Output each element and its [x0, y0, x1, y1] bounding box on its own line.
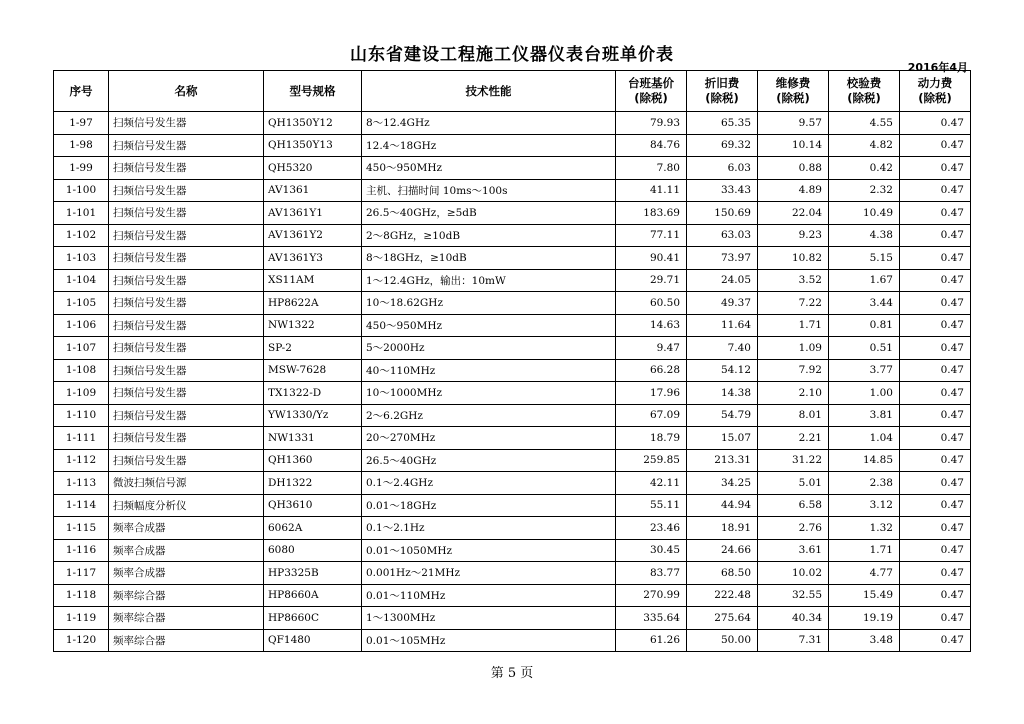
- cell-calibration: 4.55: [829, 112, 900, 135]
- cell-no: 1-114: [54, 494, 109, 517]
- cell-model: TX1322-D: [264, 382, 362, 405]
- cell-depreciation: 44.94: [687, 494, 758, 517]
- cell-model: QH1350Y13: [264, 134, 362, 157]
- cell-spec: 0.01～1050MHz: [362, 539, 616, 562]
- cell-no: 1-104: [54, 269, 109, 292]
- cell-depreciation: 65.35: [687, 112, 758, 135]
- cell-name: 频率综合器: [109, 584, 264, 607]
- cell-price: 79.93: [616, 112, 687, 135]
- table-row: [54, 539, 971, 562]
- cell-price: 42.11: [616, 472, 687, 495]
- cell-power: 0.47: [900, 427, 971, 450]
- cell-power: 0.47: [900, 629, 971, 652]
- cell-calibration: 4.77: [829, 562, 900, 585]
- cell-depreciation: 7.40: [687, 337, 758, 360]
- cell-model: AV1361: [264, 179, 362, 202]
- cell-name: 扫频信号发生器: [109, 359, 264, 382]
- cell-no: 1-111: [54, 427, 109, 450]
- report-date: 2016年4月: [907, 61, 968, 74]
- cell-depreciation: 63.03: [687, 224, 758, 247]
- cell-spec: 1～1300MHz: [362, 607, 616, 630]
- cell-price: 90.41: [616, 247, 687, 270]
- cell-spec: 450～950MHz: [362, 157, 616, 180]
- cell-repair: 7.31: [758, 629, 829, 652]
- cell-depreciation: 14.38: [687, 382, 758, 405]
- cell-name: 扫频信号发生器: [109, 382, 264, 405]
- col-header-spec: 技术性能: [362, 71, 616, 112]
- cell-name: 扫频信号发生器: [109, 157, 264, 180]
- cell-spec: 8～18GHz，≥10dB: [362, 247, 616, 270]
- col-header-calib-l2: (除税): [847, 91, 881, 105]
- cell-name: 扫频信号发生器: [109, 292, 264, 315]
- cell-price: 17.96: [616, 382, 687, 405]
- col-header-name: 名称: [109, 71, 264, 112]
- cell-name: 扫频信号发生器: [109, 202, 264, 225]
- cell-spec: 主机、扫描时间 10ms～100s: [362, 179, 616, 202]
- cell-spec: 8～12.4GHz: [362, 112, 616, 135]
- cell-price: 55.11: [616, 494, 687, 517]
- cell-spec: 0.01～110MHz: [362, 584, 616, 607]
- cell-model: AV1361Y1: [264, 202, 362, 225]
- cell-spec: 2～6.2GHz: [362, 404, 616, 427]
- cell-calibration: 3.48: [829, 629, 900, 652]
- cell-calibration: 19.19: [829, 607, 900, 630]
- cell-no: 1-101: [54, 202, 109, 225]
- table-row: [54, 562, 971, 585]
- table-row: [54, 607, 971, 630]
- cell-calibration: 0.51: [829, 337, 900, 360]
- cell-model: YW1330/Yz: [264, 404, 362, 427]
- cell-price: 9.47: [616, 337, 687, 360]
- cell-depreciation: 6.03: [687, 157, 758, 180]
- cell-price: 30.45: [616, 539, 687, 562]
- table-row: [54, 269, 971, 292]
- cell-repair: 2.21: [758, 427, 829, 450]
- cell-repair: 1.71: [758, 314, 829, 337]
- table-row: [54, 629, 971, 652]
- cell-price: 183.69: [616, 202, 687, 225]
- cell-model: QH1350Y12: [264, 112, 362, 135]
- cell-power: 0.47: [900, 247, 971, 270]
- cell-spec: 0.1～2.1Hz: [362, 517, 616, 540]
- cell-model: MSW-7628: [264, 359, 362, 382]
- cell-no: 1-113: [54, 472, 109, 495]
- cell-no: 1-102: [54, 224, 109, 247]
- cell-model: NW1322: [264, 314, 362, 337]
- cell-repair: 3.61: [758, 539, 829, 562]
- cell-price: 18.79: [616, 427, 687, 450]
- cell-power: 0.47: [900, 382, 971, 405]
- cell-spec: 12.4～18GHz: [362, 134, 616, 157]
- cell-price: 259.85: [616, 449, 687, 472]
- cell-depreciation: 24.05: [687, 269, 758, 292]
- col-header-price-l1: 台班基价: [628, 76, 674, 90]
- cell-calibration: 14.85: [829, 449, 900, 472]
- cell-price: 83.77: [616, 562, 687, 585]
- cell-no: 1-119: [54, 607, 109, 630]
- cell-depreciation: 24.66: [687, 539, 758, 562]
- cell-repair: 40.34: [758, 607, 829, 630]
- cell-spec: 26.5～40GHz: [362, 449, 616, 472]
- cell-repair: 6.58: [758, 494, 829, 517]
- table-row: [54, 494, 971, 517]
- cell-model: SP-2: [264, 337, 362, 360]
- table-header-row: [54, 71, 971, 112]
- cell-power: 0.47: [900, 517, 971, 540]
- cell-power: 0.47: [900, 494, 971, 517]
- cell-spec: 10～1000MHz: [362, 382, 616, 405]
- cell-repair: 10.82: [758, 247, 829, 270]
- cell-spec: 450～950MHz: [362, 314, 616, 337]
- cell-repair: 7.92: [758, 359, 829, 382]
- cell-repair: 31.22: [758, 449, 829, 472]
- cell-power: 0.47: [900, 359, 971, 382]
- col-header-calib-l1: 校验费: [846, 76, 882, 90]
- cell-power: 0.47: [900, 607, 971, 630]
- cell-calibration: 3.81: [829, 404, 900, 427]
- cell-power: 0.47: [900, 404, 971, 427]
- page-title: 山东省建设工程施工仪器仪表台班单价表: [350, 45, 674, 65]
- cell-no: 1-120: [54, 629, 109, 652]
- cell-name: 扫频幅度分析仪: [109, 494, 264, 517]
- cell-calibration: 4.82: [829, 134, 900, 157]
- col-header-repair: [758, 71, 829, 112]
- col-header-price-l2: (除税): [634, 91, 668, 105]
- cell-calibration: 1.00: [829, 382, 900, 405]
- cell-model: AV1361Y3: [264, 247, 362, 270]
- cell-repair: 32.55: [758, 584, 829, 607]
- cell-calibration: 0.81: [829, 314, 900, 337]
- cell-power: 0.47: [900, 449, 971, 472]
- cell-calibration: 5.15: [829, 247, 900, 270]
- cell-power: 0.47: [900, 112, 971, 135]
- cell-model: QF1480: [264, 629, 362, 652]
- cell-price: 61.26: [616, 629, 687, 652]
- cell-calibration: 1.32: [829, 517, 900, 540]
- cell-repair: 0.88: [758, 157, 829, 180]
- cell-power: 0.47: [900, 134, 971, 157]
- cell-depreciation: 73.97: [687, 247, 758, 270]
- cell-name: 扫频信号发生器: [109, 134, 264, 157]
- cell-no: 1-116: [54, 539, 109, 562]
- table-row: [54, 517, 971, 540]
- cell-name: 频率综合器: [109, 607, 264, 630]
- cell-repair: 3.52: [758, 269, 829, 292]
- cell-spec: 40～110MHz: [362, 359, 616, 382]
- cell-repair: 10.14: [758, 134, 829, 157]
- cell-name: 频率合成器: [109, 539, 264, 562]
- cell-name: 扫频信号发生器: [109, 404, 264, 427]
- cell-model: 6080: [264, 539, 362, 562]
- cell-no: 1-103: [54, 247, 109, 270]
- col-header-power-l2: (除税): [918, 91, 952, 105]
- cell-no: 1-112: [54, 449, 109, 472]
- cell-calibration: 2.38: [829, 472, 900, 495]
- cell-model: DH1322: [264, 472, 362, 495]
- cell-price: 77.11: [616, 224, 687, 247]
- cell-power: 0.47: [900, 179, 971, 202]
- cell-price: 84.76: [616, 134, 687, 157]
- cell-power: 0.47: [900, 472, 971, 495]
- cell-calibration: 0.42: [829, 157, 900, 180]
- cell-name: 扫频信号发生器: [109, 449, 264, 472]
- table-row: [54, 404, 971, 427]
- cell-depreciation: 213.31: [687, 449, 758, 472]
- cell-depreciation: 68.50: [687, 562, 758, 585]
- cell-depreciation: 275.64: [687, 607, 758, 630]
- cell-no: 1-105: [54, 292, 109, 315]
- col-header-repair-l2: (除税): [776, 91, 810, 105]
- cell-repair: 10.02: [758, 562, 829, 585]
- cell-depreciation: 54.12: [687, 359, 758, 382]
- cell-spec: 0.001Hz～21MHz: [362, 562, 616, 585]
- cell-spec: 2～8GHz，≥10dB: [362, 224, 616, 247]
- cell-power: 0.47: [900, 269, 971, 292]
- cell-depreciation: 18.91: [687, 517, 758, 540]
- cell-no: 1-107: [54, 337, 109, 360]
- cell-power: 0.47: [900, 224, 971, 247]
- cell-model: QH5320: [264, 157, 362, 180]
- cell-name: 频率合成器: [109, 562, 264, 585]
- table-row: [54, 382, 971, 405]
- cell-power: 0.47: [900, 292, 971, 315]
- page-number: 第 5 页: [490, 666, 534, 681]
- cell-power: 0.47: [900, 202, 971, 225]
- cell-name: 频率综合器: [109, 629, 264, 652]
- cell-model: HP3325B: [264, 562, 362, 585]
- cell-calibration: 1.04: [829, 427, 900, 450]
- cell-spec: 10～18.62GHz: [362, 292, 616, 315]
- cell-calibration: 10.49: [829, 202, 900, 225]
- cell-repair: 22.04: [758, 202, 829, 225]
- cell-repair: 8.01: [758, 404, 829, 427]
- col-header-power-l1: 动力费: [917, 76, 953, 90]
- table-row: [54, 247, 971, 270]
- cell-price: 270.99: [616, 584, 687, 607]
- cell-name: 扫频信号发生器: [109, 247, 264, 270]
- cell-no: 1-110: [54, 404, 109, 427]
- cell-calibration: 3.77: [829, 359, 900, 382]
- cell-no: 1-97: [54, 112, 109, 135]
- col-header-calibration: [829, 71, 900, 112]
- col-header-price: [616, 71, 687, 112]
- cell-model: HP8622A: [264, 292, 362, 315]
- cell-no: 1-100: [54, 179, 109, 202]
- cell-spec: 0.01～18GHz: [362, 494, 616, 517]
- table-row: [54, 472, 971, 495]
- cell-model: XS11AM: [264, 269, 362, 292]
- col-header-depreciation: [687, 71, 758, 112]
- cell-depreciation: 49.37: [687, 292, 758, 315]
- cell-repair: 9.23: [758, 224, 829, 247]
- cell-calibration: 15.49: [829, 584, 900, 607]
- cell-calibration: 2.32: [829, 179, 900, 202]
- cell-price: 14.63: [616, 314, 687, 337]
- cell-depreciation: 34.25: [687, 472, 758, 495]
- cell-spec: 26.5～40GHz，≥5dB: [362, 202, 616, 225]
- col-header-repair-l1: 维修费: [775, 76, 811, 90]
- cell-power: 0.47: [900, 539, 971, 562]
- cell-spec: 1～12.4GHz，输出：10mW: [362, 269, 616, 292]
- cell-name: 扫频信号发生器: [109, 224, 264, 247]
- cell-depreciation: 222.48: [687, 584, 758, 607]
- cell-model: NW1331: [264, 427, 362, 450]
- cell-no: 1-106: [54, 314, 109, 337]
- table-row: [54, 584, 971, 607]
- table-row: [54, 157, 971, 180]
- col-header-depr-l1: 折旧费: [704, 76, 740, 90]
- cell-no: 1-117: [54, 562, 109, 585]
- cell-calibration: 1.71: [829, 539, 900, 562]
- cell-repair: 4.89: [758, 179, 829, 202]
- cell-spec: 20～270MHz: [362, 427, 616, 450]
- cell-name: 扫频信号发生器: [109, 427, 264, 450]
- cell-calibration: 3.12: [829, 494, 900, 517]
- cell-depreciation: 54.79: [687, 404, 758, 427]
- table-row: [54, 202, 971, 225]
- cell-no: 1-118: [54, 584, 109, 607]
- cell-name: 频率合成器: [109, 517, 264, 540]
- cell-calibration: 4.38: [829, 224, 900, 247]
- cell-name: 扫频信号发生器: [109, 337, 264, 360]
- cell-calibration: 1.67: [829, 269, 900, 292]
- table-row: [54, 179, 971, 202]
- cell-spec: 5～2000Hz: [362, 337, 616, 360]
- cell-repair: 9.57: [758, 112, 829, 135]
- col-header-power: [900, 71, 971, 112]
- table-row: [54, 359, 971, 382]
- cell-depreciation: 11.64: [687, 314, 758, 337]
- col-header-no: 序号: [54, 71, 109, 112]
- cell-name: 微波扫频信号源: [109, 472, 264, 495]
- cell-price: 23.46: [616, 517, 687, 540]
- cell-power: 0.47: [900, 584, 971, 607]
- cell-power: 0.47: [900, 314, 971, 337]
- col-header-model: 型号规格: [264, 71, 362, 112]
- cell-model: AV1361Y2: [264, 224, 362, 247]
- cell-calibration: 3.44: [829, 292, 900, 315]
- cell-model: QH3610: [264, 494, 362, 517]
- cell-depreciation: 15.07: [687, 427, 758, 450]
- table-row: [54, 292, 971, 315]
- table-row: [54, 134, 971, 157]
- cell-spec: 0.1～2.4GHz: [362, 472, 616, 495]
- cell-price: 29.71: [616, 269, 687, 292]
- cell-repair: 2.76: [758, 517, 829, 540]
- col-header-depr-l2: (除税): [705, 91, 739, 105]
- cell-name: 扫频信号发生器: [109, 269, 264, 292]
- cell-price: 67.09: [616, 404, 687, 427]
- cell-name: 扫频信号发生器: [109, 179, 264, 202]
- table-row: [54, 112, 971, 135]
- table-row: [54, 224, 971, 247]
- cell-power: 0.47: [900, 337, 971, 360]
- cell-repair: 7.22: [758, 292, 829, 315]
- cell-no: 1-99: [54, 157, 109, 180]
- cell-no: 1-98: [54, 134, 109, 157]
- cell-price: 7.80: [616, 157, 687, 180]
- cell-no: 1-108: [54, 359, 109, 382]
- cell-price: 60.50: [616, 292, 687, 315]
- cell-power: 0.47: [900, 562, 971, 585]
- table-row: [54, 449, 971, 472]
- cell-price: 66.28: [616, 359, 687, 382]
- cell-depreciation: 69.32: [687, 134, 758, 157]
- cell-name: 扫频信号发生器: [109, 314, 264, 337]
- cell-repair: 5.01: [758, 472, 829, 495]
- cell-model: HP8660A: [264, 584, 362, 607]
- cell-depreciation: 150.69: [687, 202, 758, 225]
- cell-repair: 1.09: [758, 337, 829, 360]
- price-table: [53, 70, 971, 652]
- cell-model: 6062A: [264, 517, 362, 540]
- cell-model: QH1360: [264, 449, 362, 472]
- cell-price: 41.11: [616, 179, 687, 202]
- cell-no: 1-109: [54, 382, 109, 405]
- cell-depreciation: 33.43: [687, 179, 758, 202]
- cell-repair: 2.10: [758, 382, 829, 405]
- cell-name: 扫频信号发生器: [109, 112, 264, 135]
- cell-power: 0.47: [900, 157, 971, 180]
- cell-price: 335.64: [616, 607, 687, 630]
- cell-model: HP8660C: [264, 607, 362, 630]
- cell-spec: 0.01～105MHz: [362, 629, 616, 652]
- cell-no: 1-115: [54, 517, 109, 540]
- table-row: [54, 314, 971, 337]
- table-row: [54, 337, 971, 360]
- table-row: [54, 427, 971, 450]
- cell-depreciation: 50.00: [687, 629, 758, 652]
